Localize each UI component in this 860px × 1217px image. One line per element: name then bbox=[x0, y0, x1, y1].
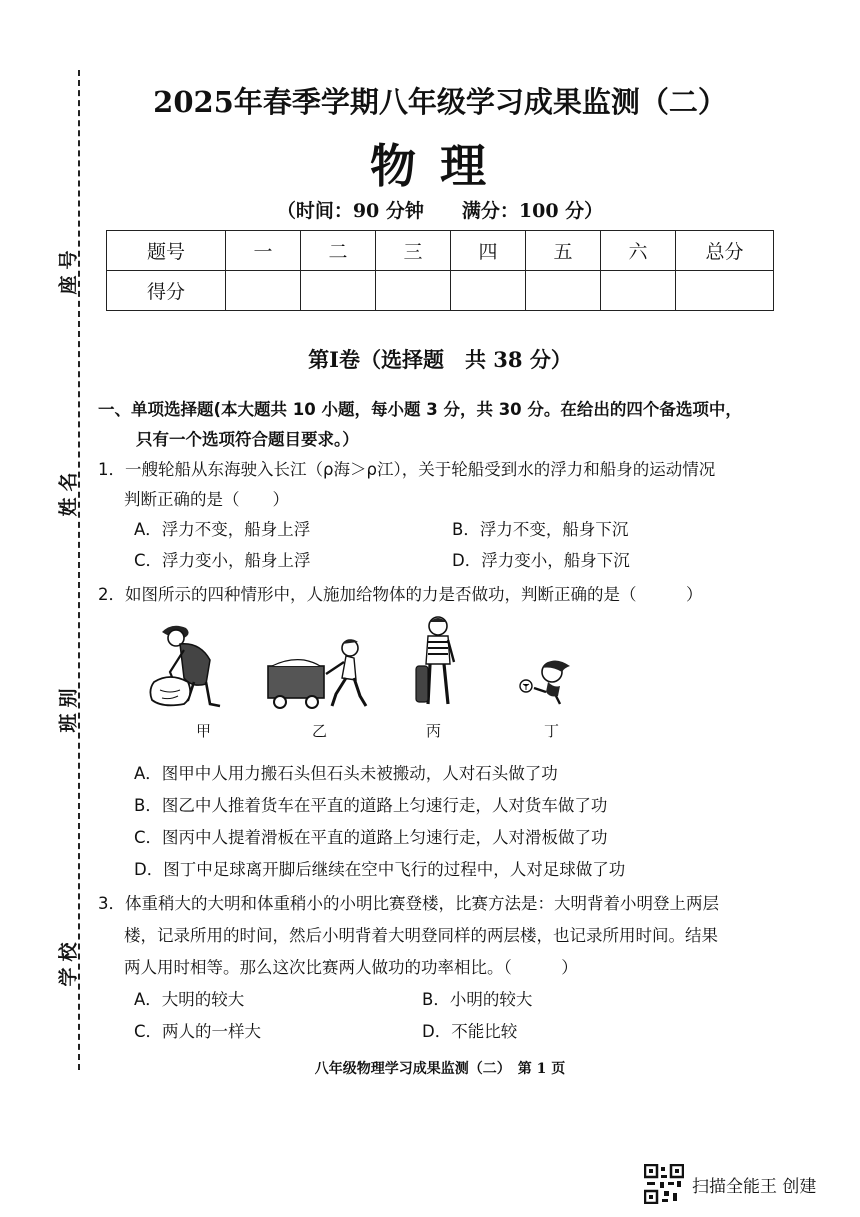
q2-option-a: A．图甲中人用力搬石头但石头未被搬动，人对石头做了功 bbox=[134, 764, 558, 783]
score-header-cell: 二 bbox=[301, 231, 376, 271]
score-cell[interactable] bbox=[451, 271, 526, 311]
score-cell[interactable] bbox=[526, 271, 601, 311]
score-header-cell: 四 bbox=[451, 231, 526, 271]
part1-instructions-line2: 只有一个选项符合题目要求。） bbox=[136, 430, 359, 449]
figure-label-yi: 乙 bbox=[312, 722, 328, 740]
q3-option-d: D．不能比较 bbox=[422, 1022, 518, 1041]
time-info: （时间：90 分钟 满分：100 分） bbox=[276, 200, 604, 222]
q2-stem: 2．如图所示的四种情形中，人施加给物体的力是否做功，判断正确的是（ ） bbox=[98, 585, 703, 604]
section-title: 第Ⅰ卷（选择题 共 38 分） bbox=[308, 347, 572, 372]
q1-option-c: C．浮力变小，船身上浮 bbox=[134, 551, 311, 570]
score-cell[interactable] bbox=[301, 271, 376, 311]
figure-label-jia: 甲 bbox=[196, 722, 212, 740]
score-cell[interactable] bbox=[676, 271, 774, 311]
figure-jia-person-lifting-stone bbox=[148, 620, 226, 712]
side-label-seat: 座号 bbox=[57, 244, 80, 295]
q3-option-c: C．两人的一样大 bbox=[134, 1022, 262, 1041]
binding-line bbox=[78, 70, 80, 1070]
q1-option-d: D．浮力变小，船身下沉 bbox=[452, 551, 630, 570]
q1-stem-line2: 判断正确的是（ ） bbox=[124, 490, 289, 509]
q3-option-b: B．小明的较大 bbox=[422, 990, 533, 1009]
score-table-score-row bbox=[107, 271, 774, 311]
exam-title: 2025年春季学期八年级学习成果监测（二） bbox=[153, 85, 727, 119]
score-header-cell: 题号 bbox=[107, 231, 226, 271]
subject-title: 物理 bbox=[370, 139, 510, 193]
watermark-text: 扫描全能王 创建 bbox=[692, 1177, 817, 1197]
qr-code-icon bbox=[644, 1164, 684, 1204]
q1-stem-line1: 1．一艘轮船从东海驶入长江（ρ海＞ρ江），关于轮船受到水的浮力和船身的运动情况 bbox=[98, 460, 716, 479]
page-footer: 八年级物理学习成果监测（二） 第 1 页 bbox=[314, 1061, 566, 1077]
score-header-cell: 三 bbox=[376, 231, 451, 271]
q3-stem-line2: 楼，记录所用的时间，然后小明背着大明登同样的两层楼，也记录所用时间。结果 bbox=[124, 926, 718, 945]
figure-ding-child-kicking-ball bbox=[518, 658, 578, 706]
side-label-school: 学校 bbox=[57, 936, 80, 987]
figure-yi-person-pushing-cart bbox=[262, 636, 378, 714]
score-header-cell: 总分 bbox=[676, 231, 774, 271]
score-table bbox=[106, 230, 774, 311]
score-header-cell: 六 bbox=[601, 231, 676, 271]
score-header-cell: 一 bbox=[226, 231, 301, 271]
part1-instructions-line1: 一、单项选择题(本大题共 10 小题，每小题 3 分，共 30 分。在给出的四个备选项中， bbox=[98, 400, 742, 419]
q3-option-a: A．大明的较大 bbox=[134, 990, 245, 1009]
score-row-label: 得分 bbox=[107, 271, 226, 311]
score-cell[interactable] bbox=[226, 271, 301, 311]
figure-label-ding: 丁 bbox=[544, 722, 560, 740]
q3-stem-line3: 两人用时相等。那么这次比赛两人做功的功率相比。（ ） bbox=[124, 958, 578, 977]
score-cell[interactable] bbox=[601, 271, 676, 311]
side-label-class: 班别 bbox=[57, 682, 80, 733]
q2-option-d: D．图丁中足球离开脚后继续在空中飞行的过程中，人对足球做了功 bbox=[134, 860, 626, 879]
side-label-name: 姓名 bbox=[57, 466, 80, 517]
q3-stem-line1: 3．体重稍大的大明和体重稍小的小明比赛登楼，比赛方法是：大明背着小明登上两层 bbox=[98, 894, 719, 913]
figure-label-bing: 丙 bbox=[426, 722, 442, 740]
score-header-cell: 五 bbox=[526, 231, 601, 271]
q2-option-c: C．图丙中人提着滑板在平直的道路上匀速行走，人对滑板做了功 bbox=[134, 828, 608, 847]
q1-option-a: A．浮力不变，船身上浮 bbox=[134, 520, 311, 539]
figure-bing-person-carrying-skateboard bbox=[412, 614, 462, 714]
score-table-header-row bbox=[107, 231, 774, 271]
q1-option-b: B．浮力不变，船身下沉 bbox=[452, 520, 629, 539]
score-cell[interactable] bbox=[376, 271, 451, 311]
q2-option-b: B．图乙中人推着货车在平直的道路上匀速行走，人对货车做了功 bbox=[134, 796, 608, 815]
